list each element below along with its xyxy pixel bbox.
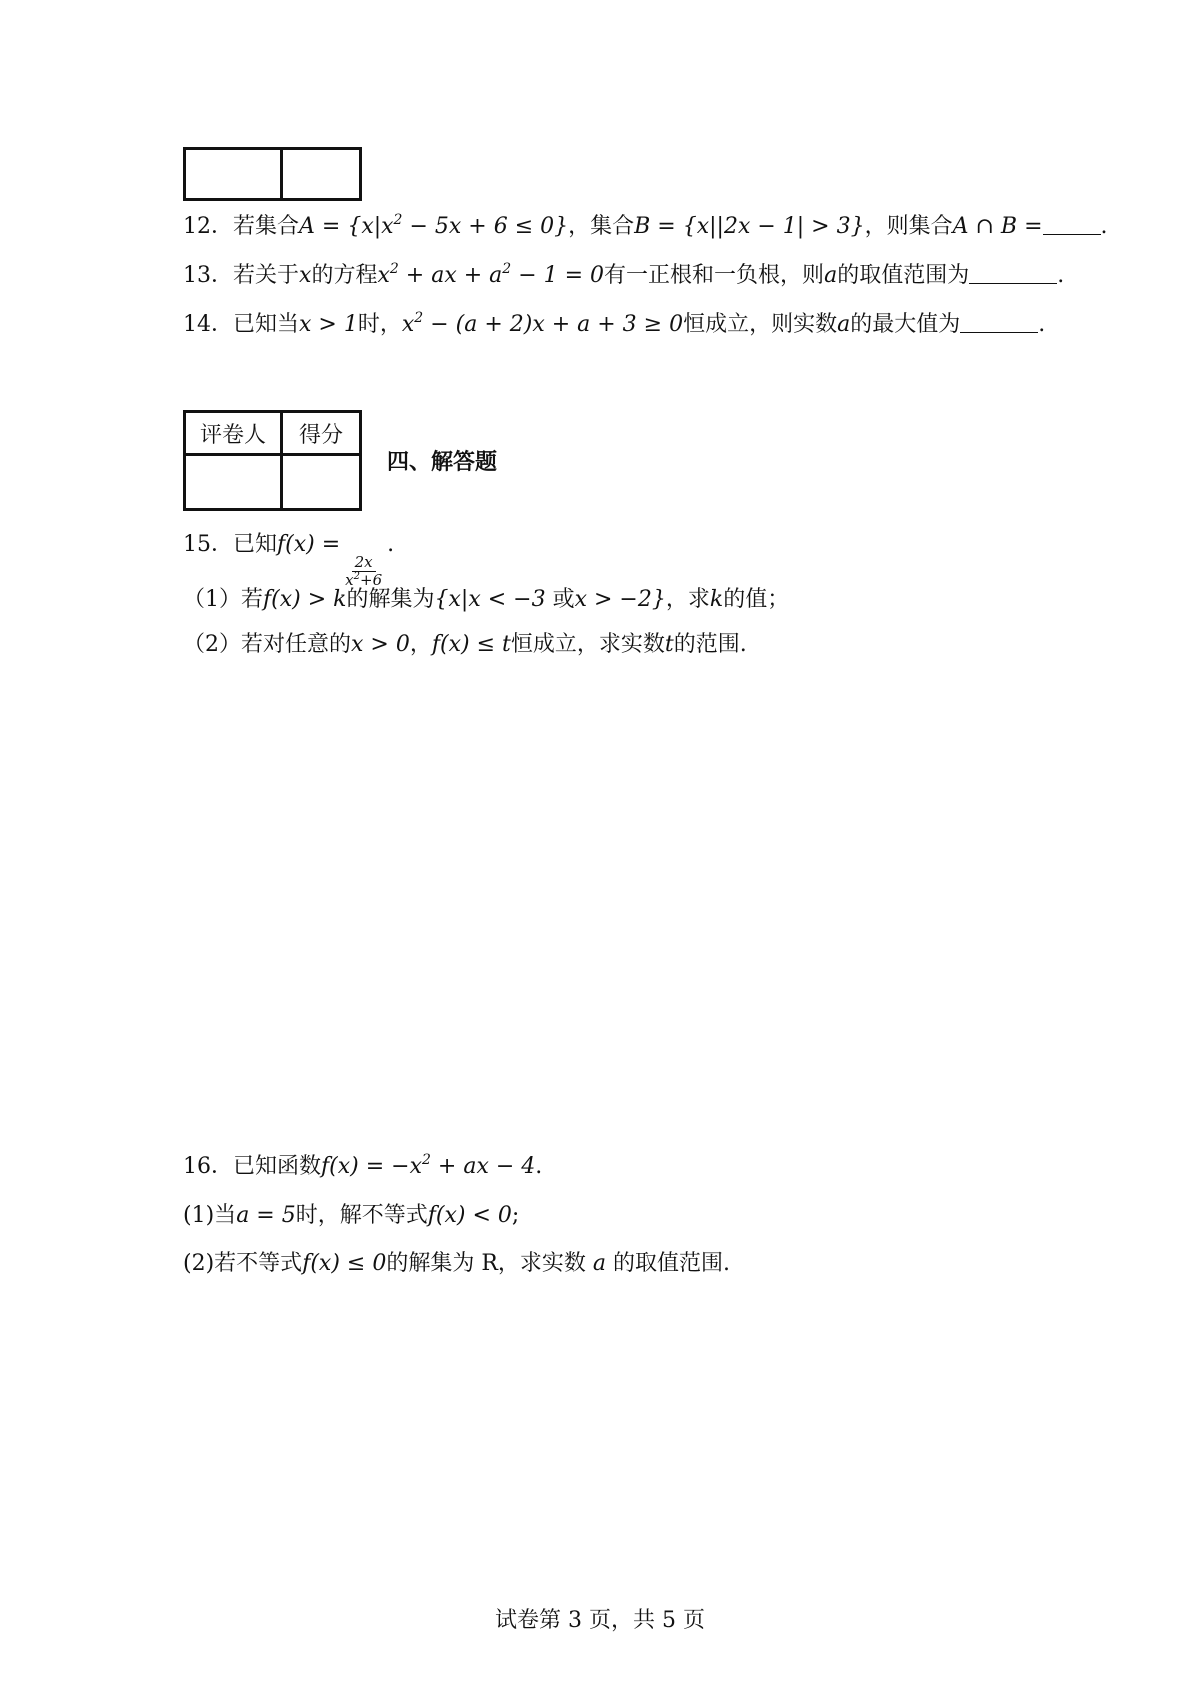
math: a [592, 1251, 607, 1276]
question-number: 12． [183, 214, 233, 239]
question-text: 的范围. [673, 632, 747, 657]
question-number: 16． [183, 1154, 233, 1179]
math: f(x) = [277, 532, 341, 557]
math: B = {x||2x − 1| > 3} [634, 214, 865, 239]
question-text: 若 [241, 587, 264, 612]
question-text: 已知当 [233, 312, 300, 337]
math: A ∩ B = [952, 214, 1043, 239]
answer-blank[interactable] [969, 261, 1057, 284]
question-text: 时， [357, 312, 402, 337]
question-text: 有一正根和一负根，则 [604, 263, 825, 288]
math: a [837, 312, 851, 337]
math: $A = \{x|x^2 - 5x + 6 \le 0\}$ [299, 212, 569, 239]
grader-header: 评卷人 [185, 412, 282, 455]
question-text: 的解集为 R，求实数 [386, 1251, 593, 1276]
part-label: （2） [183, 632, 241, 657]
question-text: ，求 [665, 587, 710, 612]
question-12 [183, 212, 1108, 242]
question-15-part-2 [183, 630, 747, 660]
question-text: 的方程 [311, 263, 378, 288]
math: x > 1 [299, 312, 358, 337]
question-text: ，集合 [568, 214, 635, 239]
score-cell [282, 455, 361, 510]
question-text: ， [409, 632, 432, 657]
question-text: 的取值范围. [606, 1251, 731, 1276]
punctuation: ; [511, 1203, 520, 1228]
score-cell [185, 149, 282, 200]
section-title: 四、解答题 [387, 450, 498, 475]
question-number: 15． [183, 532, 233, 557]
math: f(x) ≤ 0 [302, 1251, 387, 1276]
question-13 [183, 261, 1064, 291]
math: t [664, 632, 674, 657]
math: $x^2 - (a + 2)x + a + 3 \ge 0$ [401, 310, 684, 337]
punctuation: . [387, 532, 395, 557]
question-text: 恒成立，求实数 [510, 632, 665, 657]
question-text: 若关于 [233, 263, 300, 288]
question-text: 的解集为 [346, 587, 435, 612]
punctuation: . [1100, 214, 1108, 239]
question-text: 恒成立，则实数 [683, 312, 838, 337]
question-16 [183, 1152, 542, 1182]
math: a [824, 263, 838, 288]
question-15-part-1 [183, 585, 789, 615]
answer-blank[interactable] [1043, 212, 1101, 235]
punctuation: . [1057, 263, 1065, 288]
fraction-numerator: 2x [352, 554, 376, 572]
math: x > 0 [351, 632, 410, 657]
math: f(x) > k [263, 587, 347, 612]
question-15 [183, 530, 394, 589]
question-text: 的值； [723, 587, 790, 612]
math: x [299, 263, 312, 288]
question-text: 若集合 [233, 214, 300, 239]
question-text: 时，解不等式 [295, 1203, 428, 1228]
score-box-top [183, 147, 362, 201]
math: k [709, 587, 724, 612]
question-text: ，则集合 [864, 214, 953, 239]
question-text: 的取值范围为 [837, 263, 970, 288]
grader-cell [185, 455, 282, 510]
part-label: (2) [183, 1251, 215, 1276]
score-box-section [183, 410, 362, 511]
question-number: 13． [183, 263, 233, 288]
question-text: 当 [214, 1203, 237, 1228]
part-label: （1） [183, 587, 241, 612]
question-text: 若对任意的 [241, 632, 352, 657]
question-text: 若不等式 [214, 1251, 303, 1276]
math: $x^2$ + ax + $a^2 - 1 = 0$ [377, 261, 605, 288]
fraction [342, 554, 385, 589]
math: a = 5 [236, 1203, 296, 1228]
math: $f(x) = -x^2$ + ax − 4 [321, 1152, 536, 1179]
page-footer: 试卷第 3 页，共 5 页 [495, 1608, 705, 1633]
punctuation: . [535, 1154, 543, 1179]
question-16-part-2 [183, 1249, 730, 1279]
fraction-denominator: $x^2+6$ [345, 571, 383, 589]
question-16-part-1 [183, 1201, 519, 1231]
score-cell [282, 149, 361, 200]
question-14 [183, 310, 1045, 340]
part-label: (1) [183, 1203, 215, 1228]
math: f(x) < 0 [427, 1203, 512, 1228]
question-text: 已知函数 [233, 1154, 322, 1179]
punctuation: . [1038, 312, 1046, 337]
math: {x|x < −3 或x > −2} [434, 587, 666, 612]
question-text: 已知 [233, 532, 278, 557]
math: f(x) ≤ t [431, 632, 511, 657]
answer-blank[interactable] [960, 310, 1038, 333]
question-text: 的最大值为 [850, 312, 961, 337]
score-header: 得分 [282, 412, 361, 455]
question-number: 14． [183, 312, 233, 337]
